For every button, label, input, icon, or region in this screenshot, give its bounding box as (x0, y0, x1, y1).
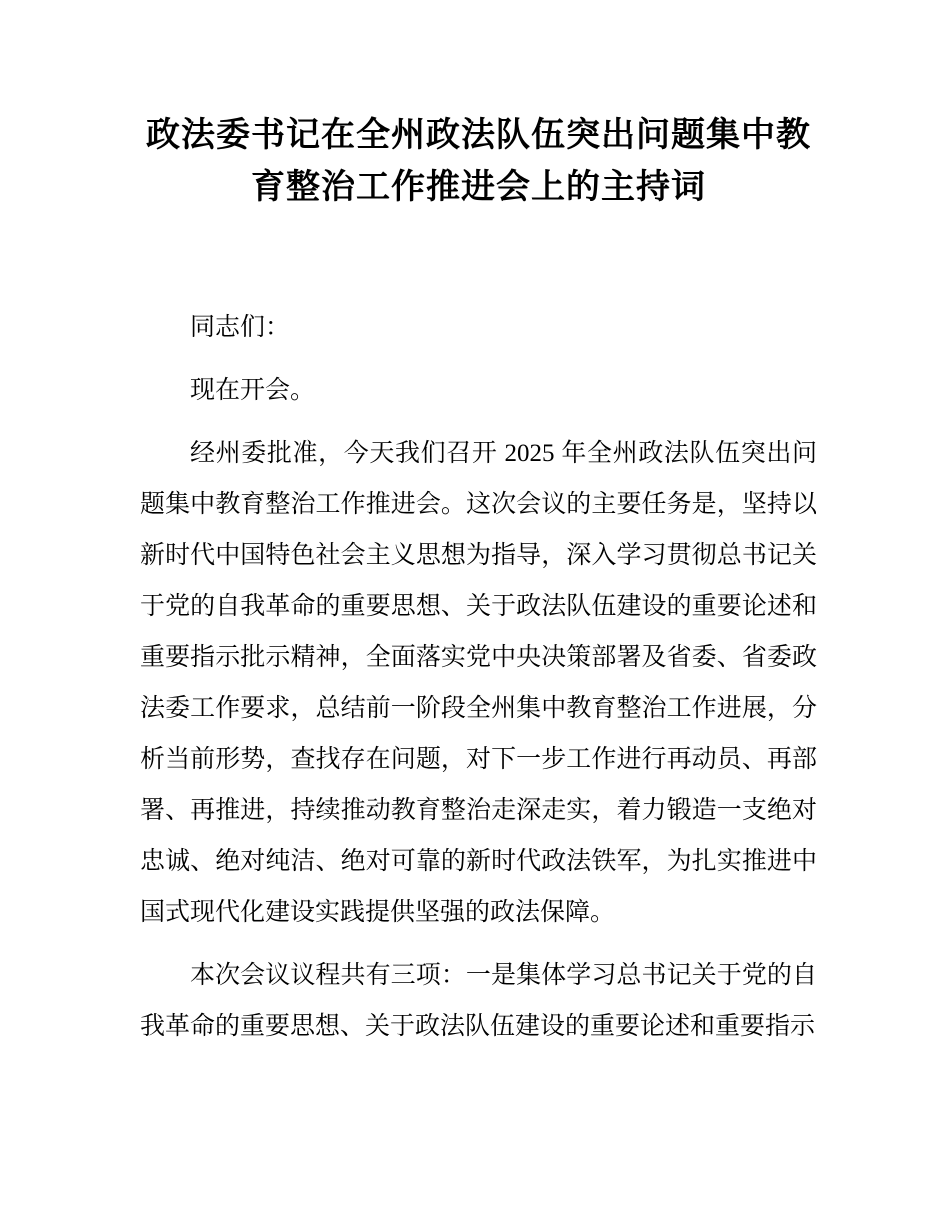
paragraph-salutation: 同志们： (190, 314, 291, 341)
document-title (140, 110, 817, 214)
paragraph-meeting-purpose: 经州委批准，今天我们召开 2025 年全州政法队伍突出问题集中教育整治工作推进会。这次会议的主要任务是，坚持以新时代中国特色社会主义思想为指导，深入学习贯彻总书记关于党的自我革命的重要思想、关于政法队伍建设的重要论述和重要指示批示精神，全面落实党中央决策部署及省委、省委政法委工作要求，总结前一阶段全州集中教育整治工作进展，分析当前形势，查找存在问题，对下一步工作进行再动员、再部署、再推进，持续推动教育整治走深走实，着力锻造一支绝对忠诚、绝对纯洁、绝对可靠的新时代政法铁军，为扎实推进中国式现代化建设实践提供坚强的政法保障。 (140, 440, 817, 926)
title-line-1: 政法委书记在全州政法队伍突出问题集中教 (146, 117, 811, 154)
paragraph-call-to-order: 现在开会。 (190, 377, 316, 404)
paragraph-agenda: 本次会议议程共有三项：一是集体学习总书记关于党的自我革命的重要思想、关于政法队伍建设的重要论述和重要指示 (140, 962, 817, 1040)
title-line-2: 育整治工作推进会上的主持词 (251, 169, 706, 206)
document-body (140, 302, 817, 1052)
